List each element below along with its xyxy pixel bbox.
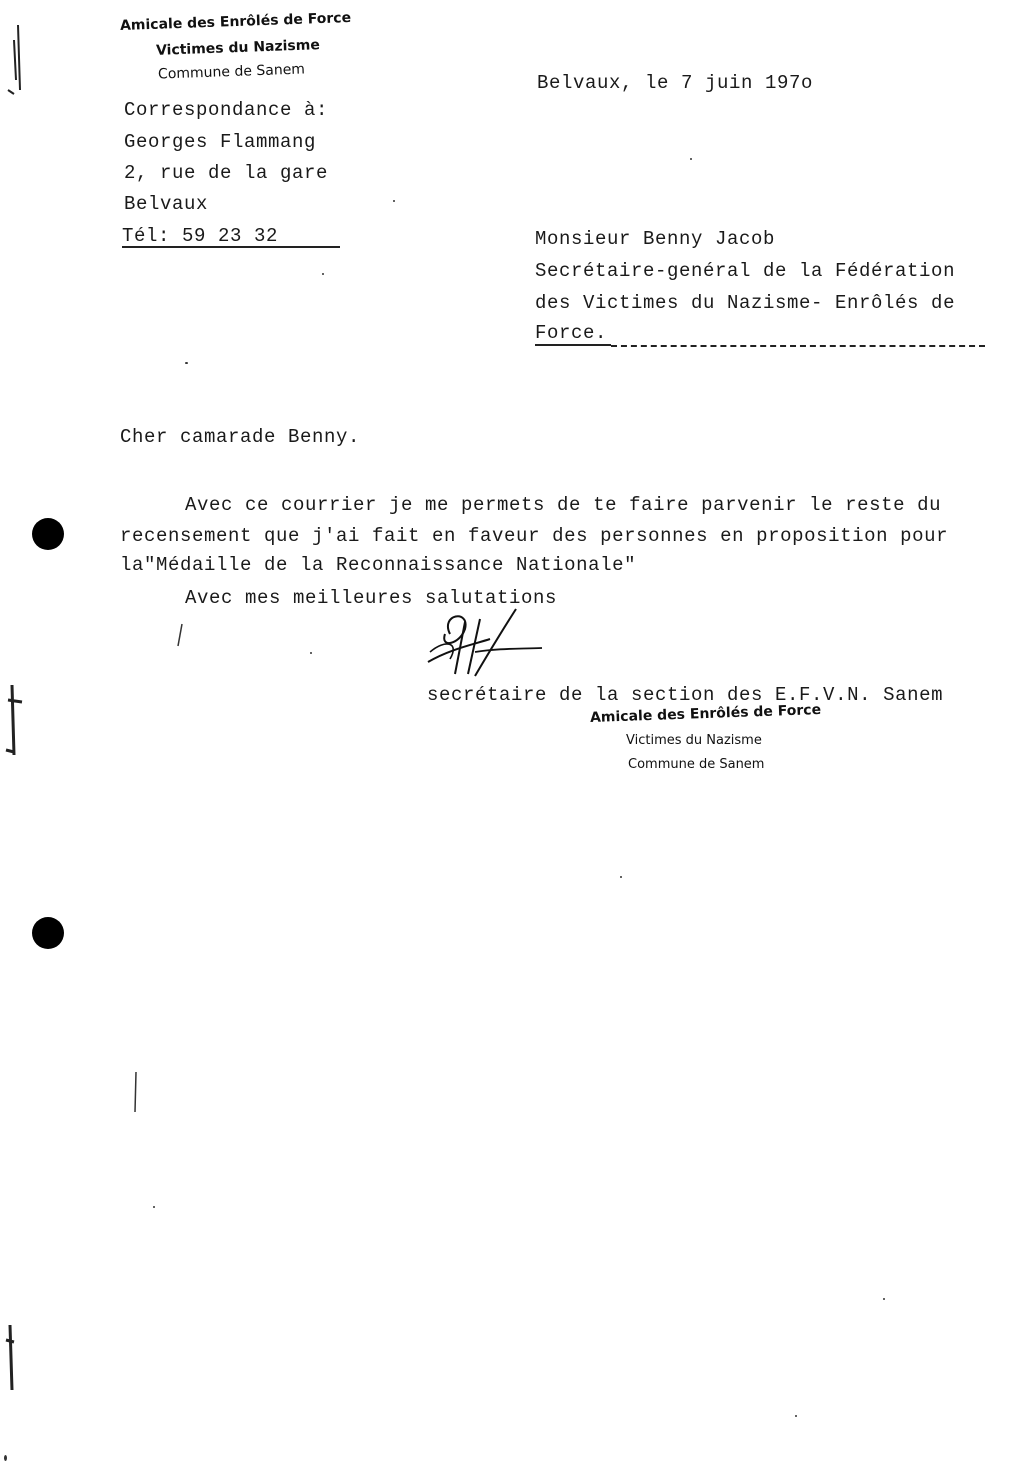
punch-hole-lower [32, 917, 64, 949]
speck [4, 1455, 7, 1461]
body-line3: la"Médaille de la Reconnaissance Nationale" [120, 554, 637, 576]
sender-city: Belvaux [124, 193, 209, 215]
speck [883, 1298, 885, 1300]
speck [153, 1206, 155, 1208]
header-stamp-line2: Victimes du Nazisme [155, 37, 321, 59]
sender-street: 2, rue de la gare [124, 162, 329, 184]
stray-mark [130, 1070, 142, 1116]
speck [795, 1415, 797, 1417]
speck [620, 876, 622, 878]
speck [310, 652, 312, 654]
sender-name: Georges Flammang [124, 131, 317, 153]
recipient-line2: Secrétaire-genéral de la Fédération [535, 260, 956, 282]
signature-stamp-line1: Amicale des Enrôlés de Force [589, 701, 822, 727]
handwritten-signature [420, 604, 550, 684]
header-stamp-line3: Commune de Sanem [157, 61, 306, 83]
speck [690, 158, 692, 160]
recipient-force-underline [535, 344, 611, 346]
stray-mark-2 [170, 620, 190, 650]
salutation: Cher camarade Benny. [120, 426, 361, 448]
margin-mark-middle [0, 660, 30, 760]
recipient-line1: Monsieur Benny Jacob [535, 228, 776, 250]
punch-hole-upper [32, 518, 64, 550]
speck [185, 362, 188, 364]
date-line: Belvaux, le 7 juin 197o [537, 72, 814, 94]
signature-title: secrétaire de la section des E.F.V.N. Sanem [427, 684, 944, 706]
sender-phone: Tél: 59 23 32 [122, 225, 279, 247]
body-closing: Avec mes meilleures salutations [185, 587, 558, 609]
body-line2: recensement que j'ai fait en faveur des personnes en proposition pour [120, 525, 949, 547]
speck [322, 273, 324, 275]
margin-mark-top [0, 20, 30, 100]
sender-phone-underline [122, 246, 340, 248]
speck [393, 200, 395, 202]
signature-stamp-line2: Victimes du Nazisme [626, 733, 762, 748]
recipient-line4: Force. [535, 322, 608, 344]
signature-stamp-line3: Commune de Sanem [628, 757, 765, 772]
margin-mark-bottom [0, 1310, 30, 1390]
body-line1: Avec ce courrier je me permets de te faire parvenir le reste du [185, 494, 942, 516]
recipient-dashed-rule [611, 345, 985, 347]
recipient-line3: des Victimes du Nazisme- Enrôlés de [535, 292, 956, 314]
sender-label: Correspondance à: [124, 99, 329, 121]
header-stamp-line1: Amicale des Enrôlés de Force [119, 9, 352, 35]
